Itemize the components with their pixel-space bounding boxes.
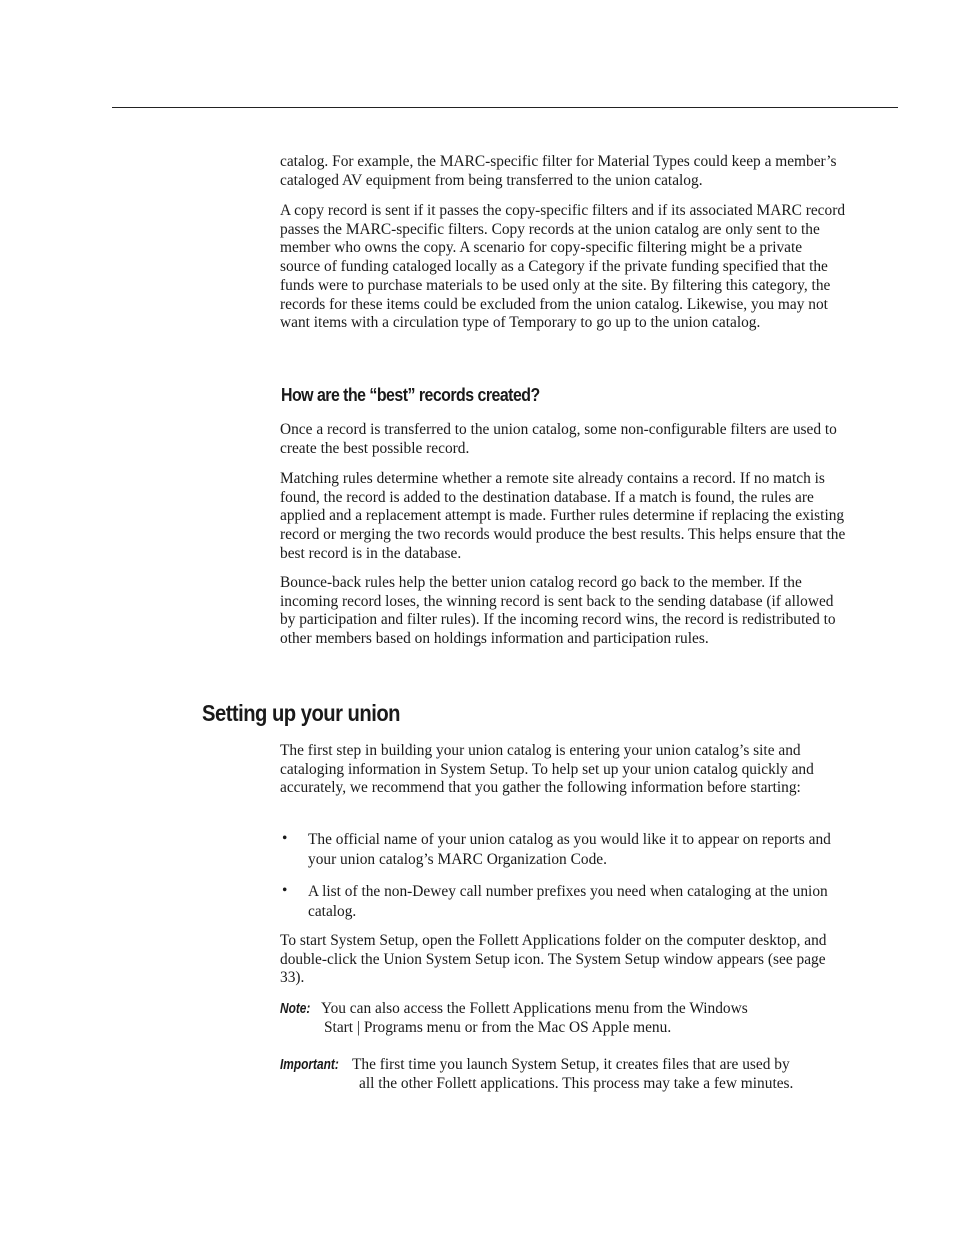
note-line-2: Start | Programs menu or from the Mac OS Apple menu. bbox=[324, 1019, 672, 1036]
header-rule bbox=[112, 107, 898, 108]
paragraph-bounce-back: Bounce-back rules help the better union catalog record go back to the member. If the incoming record loses, the winning record is sent back to the sending database (if allowed by participation and filter rules). If the incoming record wins, the record is redistributed to other members based on holdings information and participation rules. bbox=[280, 574, 836, 648]
bullet-marker: • bbox=[282, 882, 288, 899]
paragraph-matching-rules: Matching rules determine whether a remote site already contains a record. If no match is found, the record is added to the destination database. If a match is found, the rules are applied and a replacement attempt is made. Further rules determine if replacing the existing record or merging the two records would produce the best results. This helps ensure that the best record is in the database. bbox=[280, 470, 846, 562]
paragraph-first-step: The first step in building your union catalog is entering your union catalog’s site and cataloging information in System Setup. To help set up your union catalog quickly and accurately, we recommend that you gather the following information before starting: bbox=[280, 742, 814, 797]
heading-setting-up: Setting up your union bbox=[202, 700, 400, 726]
bullet-official-name: The official name of your union catalog as you would like it to appear on reports and your union catalog’s MARC Organization Code. bbox=[308, 831, 831, 868]
paragraph-copy-record: A copy record is sent if it passes the copy-specific filters and if its associated MARC record passes the MARC-specific filters. Copy records at the union catalog are only sent to the member who owns the copy. A scenario for copy-specific filtering might be a private source of funding cataloged locally as a Category if the private funding specified that the funds were to purchase materials to be used only at the site. By filtering this category, the records for these items could be excluded from the union catalog. Likewise, you may not want items with a circulation type of Temporary to go up to the union catalog. bbox=[280, 202, 846, 332]
paragraph-transfer: Once a record is transferred to the union catalog, some non-configurable filters are used to create the best possible record. bbox=[280, 421, 837, 457]
important-line-1: The first time you launch System Setup, it creates files that are used by bbox=[352, 1056, 790, 1073]
important-label: Important: bbox=[280, 1057, 339, 1073]
note-label: Note: bbox=[280, 1001, 311, 1017]
bullet-call-number: A list of the non-Dewey call number prefixes you need when cataloging at the union catalog. bbox=[308, 883, 828, 920]
heading-best-records: How are the “best” records created? bbox=[281, 384, 540, 405]
note-line-1: You can also access the Follett Applications menu from the Windows bbox=[321, 1000, 748, 1017]
paragraph-start-setup: To start System Setup, open the Follett Applications folder on the computer desktop, and double-click the Union System Setup icon. The System Setup window appears (see page 33). bbox=[280, 932, 827, 987]
bullet-marker: • bbox=[282, 830, 288, 847]
paragraph-material-types: catalog. For example, the MARC-specific filter for Material Types could keep a member’s cataloged AV equipment from being transferred to the union catalog. bbox=[280, 153, 837, 189]
important-line-2: all the other Follett applications. This process may take a few minutes. bbox=[359, 1075, 794, 1092]
